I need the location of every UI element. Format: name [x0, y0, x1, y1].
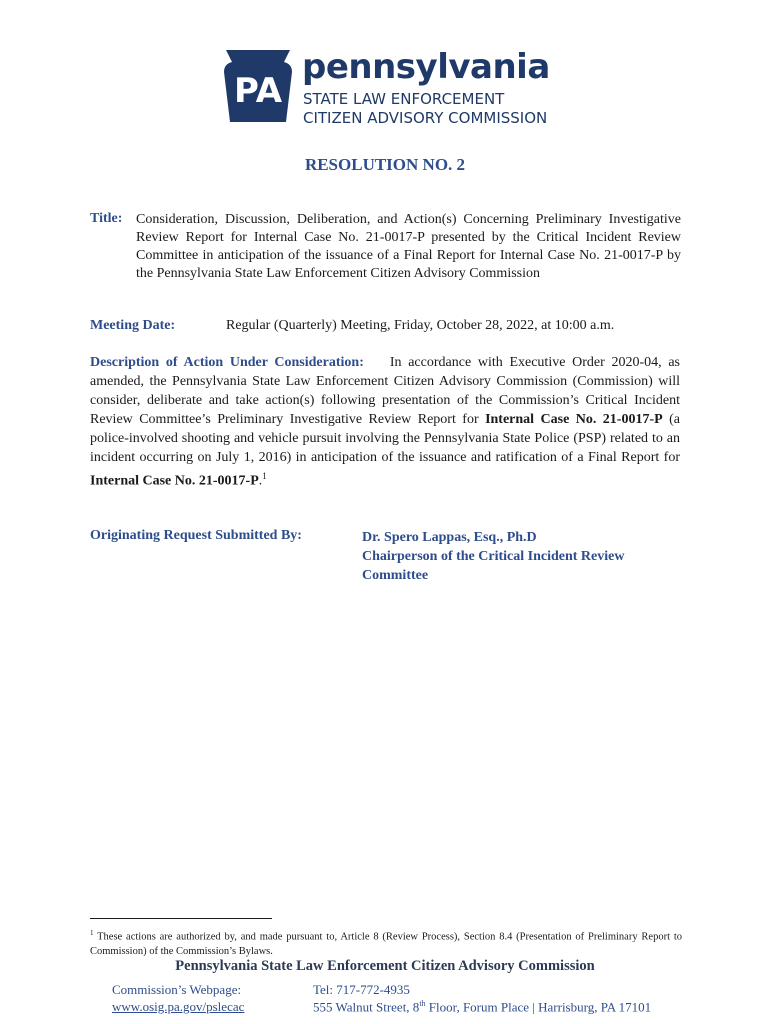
description-paragraph [90, 353, 680, 491]
webpage-label: Commission’s Webpage: [112, 982, 242, 997]
case-number-1: Internal Case No. 21-0017-P [485, 412, 663, 427]
footnote-divider [90, 918, 272, 919]
originator-block [362, 528, 682, 585]
logo-badge-text: PA [233, 71, 283, 111]
footer-title: Pennsylvania State Law Enforcement Citizen Advisory Commission [175, 958, 595, 974]
logo-wordmark: pennsylvania [302, 47, 550, 87]
logo-line-1: STATE LAW ENFORCEMENT [303, 90, 505, 108]
description-text-2: (a police-involved shooting and vehicle pursuit involving the Pennsylvania State Police (PSP) related to an incident occurring on July 1, 2016) in anticipation of the issuance and ratification of a Final Report for [90, 412, 680, 465]
address [313, 999, 651, 1015]
case-number-2: Internal Case No. 21-0017-P [90, 473, 259, 489]
address-part-2: Floor, Forum Place | Harrisburg, PA 17101 [425, 999, 652, 1015]
meeting-date-label: Meeting Date: [90, 318, 176, 333]
address-part-1: 555 Walnut Street, 8 [313, 999, 420, 1015]
footnote [90, 926, 682, 959]
address-superscript: th [419, 999, 426, 1008]
title-text: Consideration, Discussion, Deliberation, and Action(s) Concerning Preliminary Investigative Review Report for Internal Case No. 21-0017-P presented by the Critical Incident Review Committee in anticipation of the issuance of a Final Report for Internal Case No. 21-0017-P by the Pennsylvania State Law Enforcement Citizen Advisory Commission [136, 212, 681, 281]
footnote-reference[interactable]: 1 [262, 471, 267, 481]
description-text-3: . [258, 473, 263, 489]
keystone-icon [220, 48, 296, 124]
originating-label: Originating Request Submitted By: [90, 528, 302, 543]
resolution-heading: RESOLUTION NO. 2 [304, 155, 466, 174]
description-text-1: In accordance with Executive Order 2020-04, as amended, the Pennsylvania State Law Enforcement Citizen Advisory Commission (Commission) will consider, deliberate and take action(s) following presentation of the Commission’s Critical Incident Review Committee’s Preliminary Investigative Review Report for [90, 355, 680, 427]
commission-logo [220, 48, 560, 130]
logo-line-2: CITIZEN ADVISORY COMMISSION [303, 109, 548, 127]
originator-name: Dr. Spero Lappas, Esq., Ph.D [362, 530, 537, 545]
meeting-date-text: Regular (Quarterly) Meeting, Friday, October 28, 2022, at 10:00 a.m. [226, 318, 615, 333]
footnote-text: These actions are authorized by, and made pursuant to, Article 8 (Review Process), Section 8.4 (Presentation of Preliminary Report to Commission) of the Commission’s Bylaws. [90, 931, 682, 957]
description-label: Description of Action Under Consideration: [90, 355, 364, 370]
footnote-mark: 1 [90, 929, 94, 937]
webpage-link[interactable]: www.osig.pa.gov/pslecac [112, 999, 245, 1014]
title-label: Title: [90, 211, 123, 226]
originator-role: Chairperson of the Critical Incident Review Committee [362, 549, 625, 583]
telephone: Tel: 717-772-4935 [313, 982, 410, 997]
